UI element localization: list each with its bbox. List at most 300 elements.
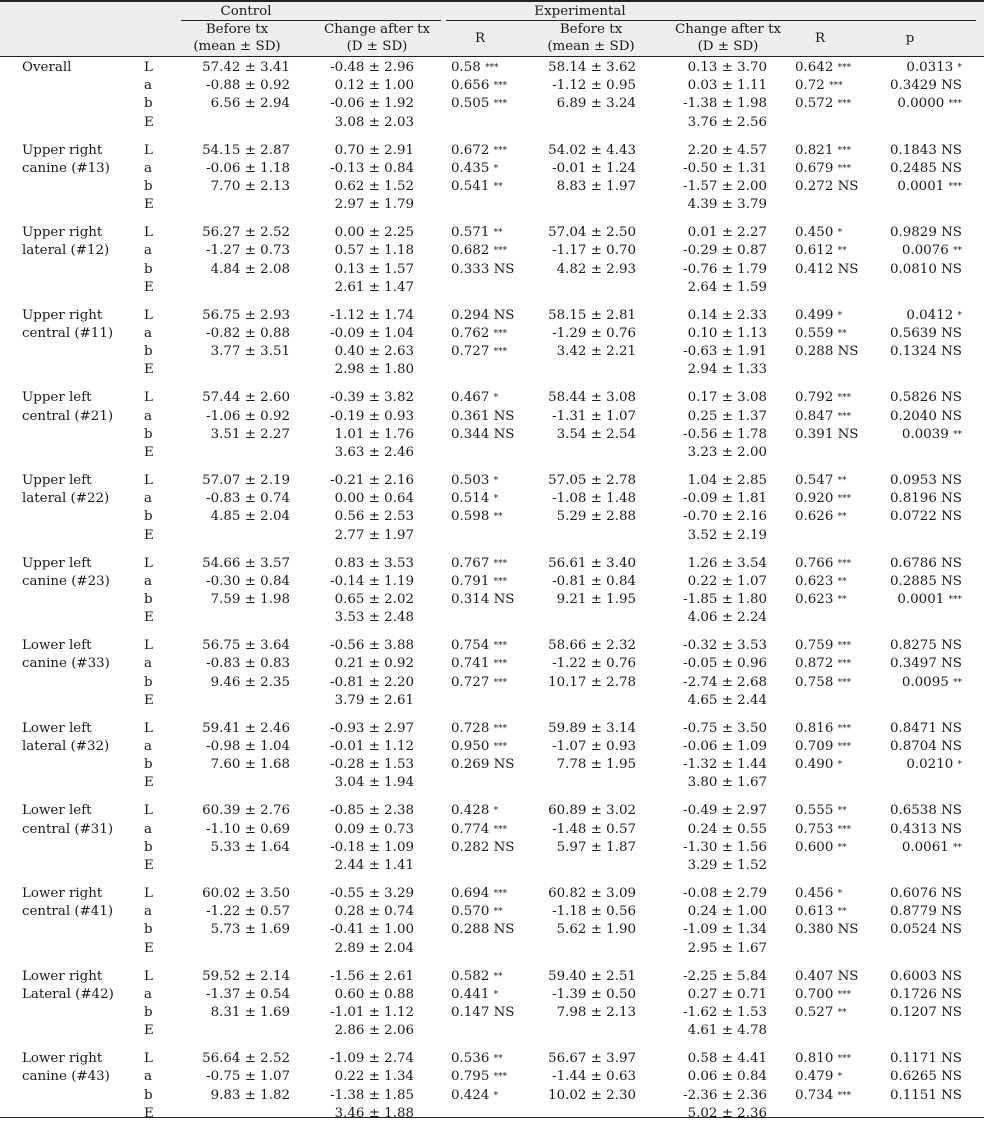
significance-stars: ** [493,228,503,239]
group-name-line: Upper left [22,555,92,571]
control-before-cell: 4.84 ± 2.08 [210,261,290,277]
p-value-cell: 0.8471 NS [889,720,962,736]
value-text: 0.791 [451,573,494,589]
exp-change-cell: 2.64 ± 1.59 [687,279,767,295]
exp-change-cell: -2.36 ± 2.36 [683,1087,767,1103]
p-value-cell: 0.6003 NS [889,968,962,984]
p-value-cell: 0.9829 NS [889,225,962,241]
group-name-line: Lower left [22,638,92,654]
header-p: p [905,31,915,46]
header-change-control-2: (D ± SD) [346,39,408,54]
significance-stars: *** [493,99,508,110]
significance-stars: ** [837,246,847,257]
channel-cell: L [144,968,153,984]
channel-cell: E [144,279,154,295]
channel-cell: L [144,638,153,654]
exp-r-cell: 0.272 NS [795,179,859,194]
control-r-cell [451,490,498,508]
exp-change-cell: 4.65 ± 2.44 [687,692,767,708]
exp-r-cell: 0.380 NS [795,922,859,938]
control-r-cell [451,885,507,903]
channel-cell: E [144,527,154,543]
control-change-cell: -1.56 ± 2.61 [330,968,414,984]
channel-cell: b [144,1087,153,1103]
exp-before-cell: 10.17 ± 2.78 [548,674,636,690]
significance-stars: *** [837,677,852,688]
header-r-exp: R [814,31,826,46]
control-before-cell: 60.39 ± 2.76 [202,803,290,819]
significance-stars: ** [837,1008,847,1018]
p-value-cell: 0.0953 NS [889,473,962,488]
control-r-cell: 0.294 NS [451,307,515,323]
exp-before-cell: 6.89 ± 3.24 [556,96,636,112]
exp-change-cell: -1.32 ± 1.44 [683,757,767,773]
exp-change-cell: 2.95 ± 1.67 [687,940,767,956]
significance-stars: *** [948,182,962,192]
exp-r-cell [795,802,847,820]
p-value-cell: 0.8196 NS [889,491,962,507]
significance-stars: ** [837,576,847,587]
value-text: 0.642 [795,60,838,75]
control-change-cell: 0.62 ± 1.52 [334,179,414,194]
group-name-line: canine (#13) [22,160,110,176]
value-text: 0.571 [451,225,494,241]
p-value-cell: 0.6076 NS [889,886,962,901]
exp-r-cell: 0.288 NS [795,344,859,360]
control-change-cell: -0.85 ± 2.38 [330,803,414,819]
exp-before-cell: 57.05 ± 2.78 [548,473,636,488]
value-text: 0.754 [451,638,494,654]
value-text: 0.503 [451,473,494,488]
value-text: 0.759 [795,638,838,654]
significance-stars: *** [837,742,852,752]
exp-r-cell [795,674,851,692]
significance-stars: ** [493,512,503,523]
control-before-cell: -1.37 ± 0.54 [206,986,290,1002]
value-text: 0.505 [451,96,494,112]
p-value-cell [902,674,962,692]
significance-stars: *** [837,411,852,422]
exp-r-cell: 0.407 NS [795,968,859,984]
exp-change-cell: -0.50 ± 1.31 [683,160,767,176]
control-change-cell: 0.22 ± 1.34 [334,1069,414,1085]
exp-before-cell: 3.54 ± 2.54 [556,426,636,442]
control-change-cell: -0.28 ± 1.53 [330,757,414,773]
control-change-cell: 0.12 ± 1.00 [334,78,414,94]
exp-r-cell [795,1050,851,1068]
value-text: 0.0313 [906,60,958,75]
p-value-cell: 0.6265 NS [889,1069,962,1085]
exp-change-cell: 0.10 ± 1.13 [687,326,767,341]
exp-change-cell: 3.23 ± 2.00 [687,445,767,460]
value-text: 0.441 [451,986,494,1002]
exp-before-cell: 8.83 ± 1.97 [556,179,636,194]
group-name-line: Lateral (#42) [22,986,114,1002]
header-change-exp-1: Change after tx [674,22,782,37]
value-text: 0.435 [451,160,494,176]
control-before-cell: 56.64 ± 2.52 [202,1051,290,1067]
channel-cell: E [144,940,154,956]
significance-stars: * [493,494,499,505]
significance-stars: *** [948,99,962,110]
p-value-cell: 0.0524 NS [889,922,962,938]
channel-cell: b [144,509,153,525]
significance-stars: * [837,310,843,321]
value-text: 0.679 [795,160,838,176]
value-text: 0.767 [451,555,494,571]
channel-cell: b [144,757,153,773]
significance-stars: ** [837,476,847,486]
control-change-cell: 0.40 ± 2.63 [334,344,414,360]
value-text: 0.479 [795,1069,838,1085]
significance-stars: *** [493,558,508,569]
p-value-cell [897,591,962,609]
exp-change-cell: 0.17 ± 3.08 [687,390,767,406]
value-text: 0.0210 [906,757,958,773]
channel-cell: E [144,1105,154,1121]
exp-change-cell: -0.70 ± 2.16 [683,509,767,525]
value-text: 0.555 [795,803,838,819]
value-text: 0.623 [795,592,838,607]
control-change-cell: 0.00 ± 0.64 [334,491,414,507]
significance-stars: ** [493,1054,503,1065]
control-r-cell [451,142,507,160]
significance-stars: *** [493,1072,508,1083]
p-value-cell: 0.8275 NS [889,638,962,654]
control-r-cell [451,555,507,573]
value-text: 0.821 [795,142,838,158]
value-text: 0.816 [795,720,838,736]
p-value-cell [902,242,962,260]
exp-change-cell: 0.24 ± 1.00 [687,904,767,920]
control-r-cell [451,77,507,95]
p-value-cell: 0.5826 NS [889,390,962,406]
significance-stars: *** [493,329,508,339]
exp-change-cell: -1.30 ± 1.56 [683,839,767,855]
control-r-cell [451,655,507,673]
group-name-line: Upper right [22,307,103,323]
control-change-cell: 1.01 ± 1.76 [334,426,414,442]
control-before-cell: 5.73 ± 1.69 [210,922,290,938]
p-value-cell [902,426,962,444]
exp-change-cell: -1.57 ± 2.00 [683,179,767,194]
significance-stars: *** [837,63,852,73]
value-text: 0.600 [795,839,838,855]
exp-r-cell [795,142,851,160]
exp-change-cell: 3.76 ± 2.56 [687,114,767,130]
significance-stars: ** [493,971,503,982]
exp-change-cell: -0.76 ± 1.79 [683,261,767,277]
channel-cell: a [144,573,152,589]
control-change-cell: 0.28 ± 0.74 [334,904,414,920]
value-text: 0.753 [795,821,838,837]
exp-change-cell: -0.05 ± 0.96 [683,656,767,672]
significance-stars: *** [485,63,499,73]
exp-r-cell: 0.391 NS [795,426,859,442]
control-r-cell: 0.147 NS [451,1005,515,1020]
exp-change-cell: 0.03 ± 1.11 [687,78,767,94]
exp-before-cell: -1.44 ± 0.63 [552,1069,636,1085]
exp-change-cell: -0.08 ± 2.79 [683,886,767,901]
exp-r-cell [795,77,843,95]
control-before-cell: -0.83 ± 0.83 [206,656,290,672]
group-name-line: central (#31) [22,821,114,837]
control-before-cell: -0.06 ± 1.18 [206,160,290,176]
significance-stars: * [493,1090,499,1101]
channel-cell: a [144,326,152,341]
value-text: 0.672 [451,142,494,158]
value-text: 0.428 [451,803,494,819]
control-before-cell: -1.27 ± 0.73 [206,243,290,259]
p-value-cell: 0.1171 NS [889,1051,962,1067]
value-text: 0.58 [451,60,486,75]
p-value-cell: 0.5639 NS [889,326,962,341]
control-r-cell [451,1068,507,1086]
group-name-line: Upper left [22,390,92,406]
control-r-cell: 0.288 NS [451,922,515,938]
p-value-cell: 0.6538 NS [889,803,962,819]
control-r-cell [451,821,507,839]
control-change-cell: 0.56 ± 2.53 [334,509,414,525]
value-text: 0.795 [451,1069,494,1085]
control-before-cell: 7.60 ± 1.68 [210,757,290,773]
exp-r-cell [795,242,847,260]
exp-before-cell: 3.42 ± 2.21 [556,344,636,360]
exp-r-cell [795,307,842,325]
exp-before-cell: -1.12 ± 0.95 [552,78,636,94]
exp-before-cell: 5.29 ± 2.88 [556,509,636,525]
exp-before-cell: -1.07 ± 0.93 [552,739,636,754]
significance-stars: *** [837,989,852,1000]
exp-r-cell: 0.412 NS [795,261,859,277]
control-change-cell: 2.86 ± 2.06 [334,1023,414,1039]
group-name-line: Lower left [22,803,92,819]
control-r-cell [451,573,507,591]
channel-cell: b [144,179,153,194]
control-change-cell: -0.13 ± 0.84 [330,160,414,176]
value-text: 0.774 [451,821,494,837]
exp-change-cell: 2.20 ± 4.57 [687,142,767,158]
exp-change-cell: 0.24 ± 0.55 [687,821,767,837]
control-change-cell: -0.18 ± 1.09 [330,839,414,855]
exp-before-cell: 4.82 ± 2.93 [556,261,636,277]
channel-cell: a [144,904,152,920]
header-bottom-rule [0,56,984,57]
value-text: 0.656 [451,78,494,94]
control-r-cell: 0.361 NS [451,408,515,424]
control-change-cell: -1.01 ± 1.12 [330,1005,414,1020]
exp-change-cell: 0.01 ± 2.27 [687,225,767,241]
significance-stars: * [493,163,499,174]
channel-cell: a [144,243,152,259]
significance-stars: *** [837,1054,852,1065]
control-r-cell [451,508,503,526]
exp-before-cell: -0.01 ± 1.24 [552,160,636,176]
value-text: 0.598 [451,509,494,525]
control-r-cell [451,968,503,986]
control-change-cell: -0.48 ± 2.96 [330,60,414,75]
significance-stars: *** [493,246,508,257]
exp-before-cell: 59.40 ± 2.51 [548,968,636,984]
control-change-cell: -0.01 ± 1.12 [330,739,414,754]
control-change-cell: 3.08 ± 2.03 [334,114,414,130]
exp-before-cell: 5.97 ± 1.87 [556,839,636,855]
significance-stars: *** [493,889,508,899]
exp-r-cell [795,839,847,857]
value-text: 0.872 [795,656,838,672]
p-value-cell: 0.2485 NS [889,160,962,176]
control-before-cell: 7.70 ± 2.13 [210,179,290,194]
exp-change-cell: -0.06 ± 1.09 [683,739,767,754]
significance-stars: * [493,989,499,1000]
exp-change-cell: 1.04 ± 2.85 [687,473,767,488]
control-r-cell [451,986,498,1004]
control-r-cell: 0.314 NS [451,592,515,607]
control-r-cell [451,1050,503,1068]
channel-cell: a [144,986,152,1002]
exp-before-cell: 60.89 ± 3.02 [548,803,636,819]
exp-before-cell: -1.48 ± 0.57 [552,821,636,837]
exp-r-cell [795,637,851,655]
exp-before-cell: -1.39 ± 0.50 [552,986,636,1002]
channel-cell: L [144,1051,153,1067]
significance-stars: ** [493,182,503,192]
control-change-cell: 3.63 ± 2.46 [334,445,414,460]
significance-stars: * [957,760,962,771]
exp-r-cell [795,1068,842,1086]
channel-cell: a [144,160,152,176]
group-name-line: canine (#23) [22,573,110,589]
control-before-cell: 59.41 ± 2.46 [202,720,290,736]
control-r-cell [451,325,507,343]
exp-before-cell: -1.18 ± 0.56 [552,904,636,920]
significance-stars: *** [829,81,843,92]
significance-stars: *** [493,347,508,358]
control-before-cell: 4.85 ± 2.04 [210,509,290,525]
group-name-line: central (#41) [22,904,114,920]
significance-stars: ** [837,512,847,523]
control-r-cell: 0.333 NS [451,261,515,277]
exp-r-cell [795,986,851,1004]
exp-r-cell [795,1087,851,1105]
control-r-cell [451,903,503,921]
significance-stars: *** [493,576,508,587]
exp-r-cell [795,95,851,113]
exp-before-cell: 54.02 ± 4.43 [548,142,636,158]
significance-stars: * [957,310,962,321]
exp-before-cell: 56.61 ± 3.40 [548,555,636,571]
exp-change-cell: -1.09 ± 1.34 [683,922,767,938]
exp-r-cell [795,160,851,178]
header-before-tx-exp-1: Before tx [559,22,623,37]
significance-stars: ** [837,329,847,339]
significance-stars: *** [837,393,852,404]
significance-stars: *** [837,641,852,652]
channel-cell: b [144,1005,153,1020]
channel-cell: E [144,445,154,460]
exp-before-cell: 7.78 ± 1.95 [556,757,636,773]
channel-cell: b [144,96,153,112]
significance-stars: *** [837,1090,852,1101]
exp-r-cell [795,508,847,526]
value-text: 0.766 [795,555,838,571]
channel-cell: L [144,803,153,819]
value-text: 0.0076 [901,243,953,259]
exp-before-cell: -0.81 ± 0.84 [552,573,636,589]
value-text: 0.0412 [906,307,958,323]
control-change-cell: 0.65 ± 2.02 [334,592,414,607]
control-change-cell: -0.21 ± 2.16 [330,473,414,488]
exp-change-cell: 4.61 ± 4.78 [687,1023,767,1039]
exp-change-cell: -0.09 ± 1.81 [683,491,767,507]
channel-cell: a [144,408,152,424]
channel-cell: L [144,307,153,323]
control-before-cell: -0.30 ± 0.84 [206,573,290,589]
exp-change-cell: -1.85 ± 1.80 [683,592,767,607]
channel-cell: a [144,78,152,94]
value-text: 0.0000 [897,96,949,112]
group-name-line: Lower right [22,886,103,901]
channel-cell: E [144,197,154,213]
p-value-cell: 0.6786 NS [889,555,962,571]
value-text: 0.741 [451,656,494,672]
channel-cell: b [144,344,153,360]
exp-before-cell: -1.29 ± 0.76 [552,326,636,341]
header-change-exp-2: (D ± SD) [697,39,759,54]
value-text: 0.847 [795,408,838,424]
significance-stars: ** [837,806,847,817]
value-text: 0.547 [795,473,838,488]
value-text: 0.424 [451,1087,494,1103]
value-text: 0.490 [795,757,838,773]
value-text: 0.810 [795,1051,838,1067]
value-text: 0.762 [451,326,494,341]
significance-stars: * [837,760,843,771]
exp-change-cell: 3.29 ± 1.52 [687,858,767,873]
value-text: 0.0001 [897,179,949,194]
exp-change-cell: 0.27 ± 0.71 [687,986,767,1002]
control-change-cell: 0.83 ± 3.53 [334,555,414,571]
group-name-line: Upper right [22,225,103,241]
control-change-cell: 0.60 ± 0.88 [334,986,414,1002]
channel-cell: b [144,922,153,938]
exp-change-cell: 0.13 ± 3.70 [687,60,767,75]
group-name-line: lateral (#12) [22,243,110,259]
group-name-line: Lower left [22,720,92,736]
p-value-cell: 0.1151 NS [889,1087,962,1103]
group-name-line: central (#21) [22,408,114,424]
group-name-line: central (#11) [22,326,114,341]
channel-cell: a [144,491,152,507]
exp-r-cell [795,408,851,426]
exp-before-cell: 58.44 ± 3.08 [548,390,636,406]
p-value-cell: 0.8704 NS [889,739,962,754]
significance-stars: *** [493,742,508,752]
significance-stars: *** [493,145,508,156]
group-name-line: lateral (#32) [22,739,110,754]
significance-stars: ** [837,907,847,918]
significance-stars: *** [493,81,508,92]
exp-r-cell [795,325,847,343]
exp-before-cell: -1.31 ± 1.07 [552,408,636,424]
control-change-cell: 3.53 ± 2.48 [334,610,414,626]
significance-stars: *** [493,641,508,652]
control-change-cell: 0.00 ± 2.25 [334,225,414,241]
exp-before-cell: 59.89 ± 3.14 [548,720,636,736]
p-value-cell: 0.1843 NS [889,142,962,158]
value-text: 0.0001 [897,592,949,607]
significance-stars: ** [837,842,847,853]
